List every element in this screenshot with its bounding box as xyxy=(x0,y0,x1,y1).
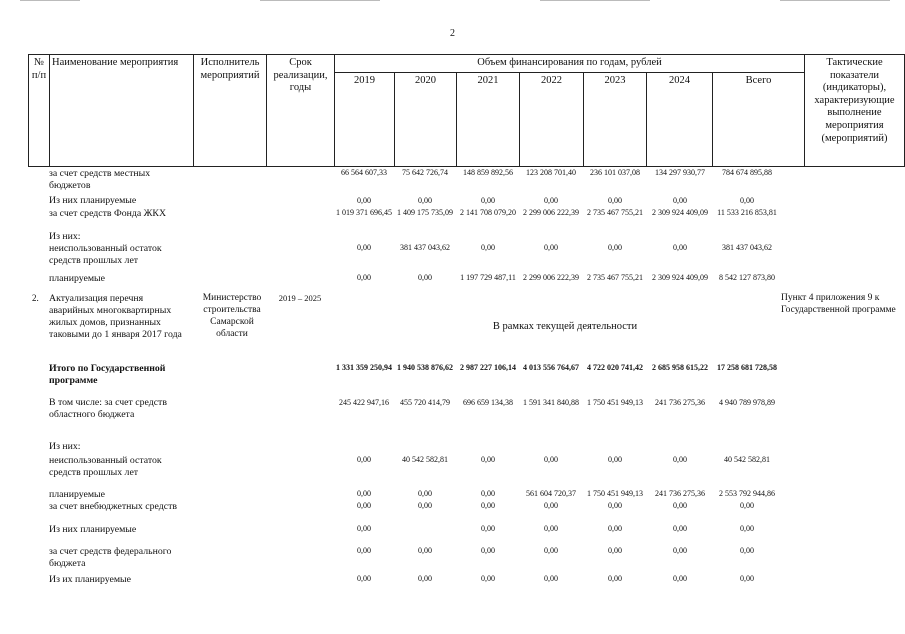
value-cell: 0,00 xyxy=(608,546,622,555)
header-year-2021: 2021 xyxy=(456,72,520,167)
value-cell: 0,00 xyxy=(481,524,495,533)
row-label: В том числе: за счет средств областного бюджета xyxy=(49,397,167,420)
row-label: за счет средств местных бюджетов xyxy=(49,168,151,191)
header-year-2024: 2024 xyxy=(646,72,713,167)
value-cell: 0,00 xyxy=(673,546,687,555)
value-cell: 0,00 xyxy=(481,546,495,555)
value-cell: 0,00 xyxy=(544,196,558,205)
value-cell: 455 720 414,79 xyxy=(400,398,450,407)
row-label: Из их планируемые xyxy=(49,574,131,585)
value-cell: 2 309 924 409,09 xyxy=(652,273,708,282)
item-name: Актуализация перечня аварийных многоквартирных жилых домов, признанных таковыми до 1 января 2017 года xyxy=(49,293,182,340)
value-cell: 0,00 xyxy=(544,455,558,464)
total-value-cell: 4 013 556 764,67 xyxy=(523,363,579,372)
value-cell: 0,00 xyxy=(740,546,754,555)
row-label: Из них: xyxy=(49,231,81,242)
value-cell: 0,00 xyxy=(357,455,371,464)
item-funding-note: В рамках текущей деятельности xyxy=(492,321,638,332)
value-cell: 381 437 043,62 xyxy=(722,243,772,252)
value-cell: 1 750 451 949,13 xyxy=(587,489,643,498)
value-cell: 134 297 930,77 xyxy=(655,168,705,177)
value-cell: 1 197 729 487,11 xyxy=(460,273,516,282)
value-cell: 40 542 582,81 xyxy=(724,455,770,464)
value-cell: 241 736 275,36 xyxy=(655,398,705,407)
value-cell: 0,00 xyxy=(357,501,371,510)
row-label: планируемые xyxy=(49,489,105,500)
value-cell: 696 659 134,38 xyxy=(463,398,513,407)
value-cell: 2 299 006 222,39 xyxy=(523,273,579,282)
row-label: за счет средств федерального бюджета xyxy=(49,546,172,569)
value-cell: 0,00 xyxy=(481,196,495,205)
header-num: № п/п xyxy=(28,54,50,167)
value-cell: 0,00 xyxy=(544,546,558,555)
value-cell: 0,00 xyxy=(608,574,622,583)
value-cell: 2 553 792 944,86 xyxy=(719,489,775,498)
total-value-cell: 2 685 958 615,22 xyxy=(652,363,708,372)
value-cell: 0,00 xyxy=(608,501,622,510)
item-number: 2. xyxy=(32,293,39,303)
value-cell: 0,00 xyxy=(418,546,432,555)
value-cell: 0,00 xyxy=(608,196,622,205)
header-year-2019: 2019 xyxy=(334,72,395,167)
value-cell: 4 940 789 978,89 xyxy=(719,398,775,407)
row-label: за счет средств Фонда ЖКХ xyxy=(49,208,167,219)
value-cell: 11 533 216 853,81 xyxy=(717,208,777,217)
value-cell: 0,00 xyxy=(673,243,687,252)
value-cell: 236 101 037,08 xyxy=(590,168,640,177)
value-cell: 40 542 582,81 xyxy=(402,455,448,464)
item-executor: Министерство строительства Самарской области xyxy=(202,293,262,339)
value-cell: 0,00 xyxy=(608,243,622,252)
value-cell: 0,00 xyxy=(673,524,687,533)
header-total: Всего xyxy=(712,72,805,167)
value-cell: 75 642 726,74 xyxy=(402,168,448,177)
value-cell: 0,00 xyxy=(418,273,432,282)
header-funding: Объем финансирования по годам, рублей xyxy=(334,54,805,73)
value-cell: 0,00 xyxy=(673,501,687,510)
value-cell: 1 750 451 949,13 xyxy=(587,398,643,407)
value-cell: 241 736 275,36 xyxy=(655,489,705,498)
total-value-cell: 4 722 020 741,42 xyxy=(587,363,643,372)
value-cell: 1 409 175 735,09 xyxy=(397,208,453,217)
value-cell: 1 591 341 840,88 xyxy=(523,398,579,407)
value-cell: 0,00 xyxy=(418,489,432,498)
header-term: Срок реализации, годы xyxy=(266,54,335,167)
value-cell: 0,00 xyxy=(418,196,432,205)
value-cell: 0,00 xyxy=(608,524,622,533)
value-cell: 123 208 701,40 xyxy=(526,168,576,177)
value-cell: 381 437 043,62 xyxy=(400,243,450,252)
value-cell: 0,00 xyxy=(418,501,432,510)
item-term: 2019 – 2025 xyxy=(278,293,322,303)
value-cell: 0,00 xyxy=(673,455,687,464)
value-cell: 2 299 006 222,39 xyxy=(523,208,579,217)
row-label: неиспользованный остаток средств прошлых лет xyxy=(49,243,162,266)
value-cell: 0,00 xyxy=(544,501,558,510)
value-cell: 66 564 607,33 xyxy=(341,168,387,177)
header-executor: Исполнитель мероприятий xyxy=(193,54,267,167)
row-label: Из них планируемые xyxy=(49,195,137,206)
row-label: планируемые xyxy=(49,273,105,284)
value-cell: 0,00 xyxy=(357,489,371,498)
row-label: неиспользованный остаток средств прошлых лет xyxy=(49,455,162,478)
value-cell: 245 422 947,16 xyxy=(339,398,389,407)
value-cell: 0,00 xyxy=(481,489,495,498)
total-value-cell: 17 258 681 728,58 xyxy=(717,363,777,372)
value-cell: 2 141 708 079,20 xyxy=(460,208,516,217)
value-cell: 0,00 xyxy=(357,546,371,555)
item-indicator: Пункт 4 приложения 9 к Государственной программе xyxy=(781,293,896,315)
header-year-2020: 2020 xyxy=(394,72,457,167)
page-number: 2 xyxy=(450,28,455,39)
table-header xyxy=(28,54,905,167)
value-cell: 0,00 xyxy=(357,243,371,252)
value-cell: 0,00 xyxy=(740,501,754,510)
total-value-cell: 2 987 227 106,14 xyxy=(460,363,516,372)
row-label: Из них: xyxy=(49,441,81,452)
value-cell: 0,00 xyxy=(740,574,754,583)
value-cell: 784 674 895,88 xyxy=(722,168,772,177)
value-cell: 8 542 127 873,80 xyxy=(719,273,775,282)
value-cell: 0,00 xyxy=(357,273,371,282)
row-label: за счет внебюджетных средств xyxy=(49,501,177,512)
value-cell: 0,00 xyxy=(544,574,558,583)
total-label: Итого по Государственной программе xyxy=(49,363,166,386)
total-value-cell: 1 331 359 250,94 xyxy=(336,363,392,372)
header-year-2022: 2022 xyxy=(519,72,584,167)
value-cell: 0,00 xyxy=(481,574,495,583)
value-cell: 2 735 467 755,21 xyxy=(587,273,643,282)
total-value-cell: 1 940 538 876,62 xyxy=(397,363,453,372)
value-cell: 0,00 xyxy=(481,243,495,252)
value-cell: 0,00 xyxy=(740,196,754,205)
value-cell: 0,00 xyxy=(418,574,432,583)
value-cell: 0,00 xyxy=(481,501,495,510)
header-year-2023: 2023 xyxy=(583,72,647,167)
value-cell: 0,00 xyxy=(673,196,687,205)
header-name: Наименование мероприятия xyxy=(49,54,194,167)
value-cell: 0,00 xyxy=(357,196,371,205)
value-cell: 0,00 xyxy=(608,455,622,464)
value-cell: 0,00 xyxy=(357,524,371,533)
value-cell: 0,00 xyxy=(544,524,558,533)
header-indicators: Тактические показатели (индикаторы), характеризующие выполнение мероприятия (мероприятий) xyxy=(804,54,905,167)
value-cell: 0,00 xyxy=(673,574,687,583)
value-cell: 0,00 xyxy=(740,524,754,533)
value-cell: 2 735 467 755,21 xyxy=(587,208,643,217)
value-cell: 1 019 371 696,45 xyxy=(336,208,392,217)
value-cell: 148 859 892,56 xyxy=(463,168,513,177)
value-cell: 0,00 xyxy=(481,455,495,464)
row-label: Из них планируемые xyxy=(49,524,137,535)
value-cell: 2 309 924 409,09 xyxy=(652,208,708,217)
value-cell: 0,00 xyxy=(544,243,558,252)
value-cell: 0,00 xyxy=(357,574,371,583)
value-cell: 561 604 720,37 xyxy=(526,489,576,498)
